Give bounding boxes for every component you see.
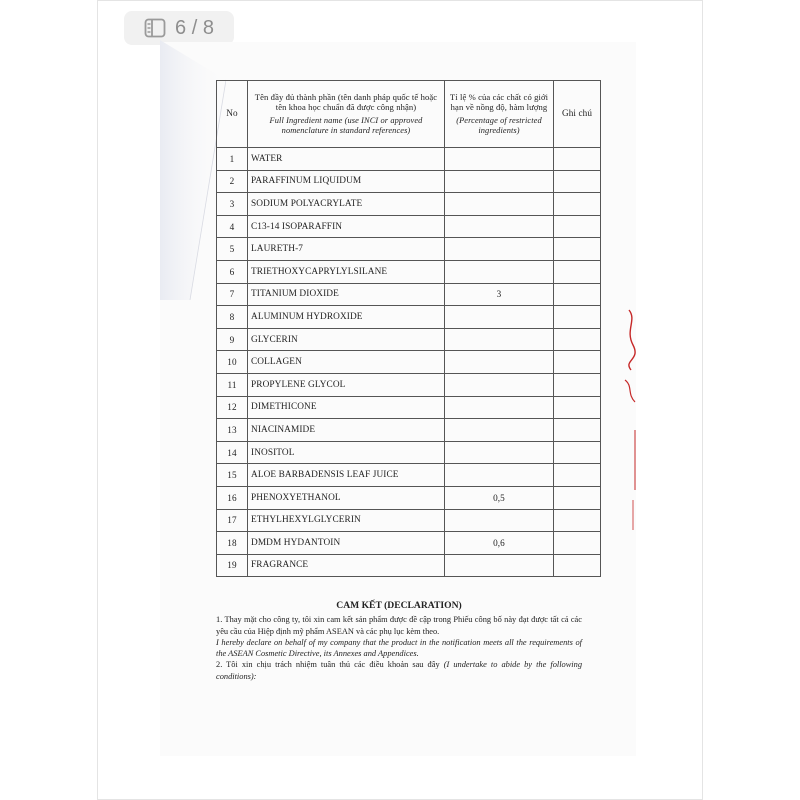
note-cell [554, 283, 601, 306]
restricted-percentage [445, 509, 554, 532]
ingredient-name: PHENOXYETHANOL [248, 486, 445, 509]
declaration-title: CAM KẾT (DECLARATION) [336, 600, 462, 611]
ingredient-name: ALOE BARBADENSIS LEAF JUICE [248, 464, 445, 487]
restricted-percentage: 0,6 [445, 532, 554, 555]
declaration-p2-en: (I undertake to abide by the following conditions): [216, 660, 583, 681]
row-number: 2 [217, 170, 248, 193]
table-row [217, 486, 601, 509]
note-cell [554, 509, 601, 532]
note-cell [554, 260, 601, 283]
ingredient-name: PARAFFINUM LIQUIDUM [248, 170, 445, 193]
page-counter-text: 6 / 8 [175, 16, 214, 39]
table-row [217, 441, 601, 464]
ingredient-name: TITANIUM DIOXIDE [248, 283, 445, 306]
table-row [217, 238, 601, 261]
table-row [217, 532, 601, 555]
note-cell [554, 441, 601, 464]
row-number: 7 [217, 283, 248, 306]
restricted-percentage [445, 554, 554, 577]
note-cell [554, 328, 601, 351]
ingredient-name: WATER [248, 148, 445, 171]
row-number: 8 [217, 306, 248, 329]
header-ingredient-name [248, 81, 445, 148]
table-row [217, 260, 601, 283]
note-cell [554, 554, 601, 577]
row-number: 12 [217, 396, 248, 419]
ingredient-name: PROPYLENE GLYCOL [248, 373, 445, 396]
header-note: Ghi chú [554, 81, 601, 148]
restricted-percentage [445, 351, 554, 374]
table-row [217, 554, 601, 577]
restricted-percentage [445, 238, 554, 261]
table-row [217, 170, 601, 193]
note-cell [554, 351, 601, 374]
table-row [217, 148, 601, 171]
restricted-percentage: 0,5 [445, 486, 554, 509]
row-number: 11 [217, 373, 248, 396]
declaration-p1-vi: 1. Thay mặt cho công ty, tôi xin cam kết sản phẩm được đề cập trong Phiếu công bố này đạt được tất cả các yêu cầu của Hiệp định mỹ phẩm ASEAN và các phụ lục kèm theo. [216, 615, 582, 636]
restricted-percentage: 3 [445, 283, 554, 306]
page-counter[interactable] [124, 11, 234, 45]
ingredient-name: C13-14 ISOPARAFFIN [248, 215, 445, 238]
note-cell [554, 238, 601, 261]
note-cell [554, 532, 601, 555]
table-row [217, 509, 601, 532]
ingredient-name: ALUMINUM HYDROXIDE [248, 306, 445, 329]
note-cell [554, 193, 601, 216]
row-number: 9 [217, 328, 248, 351]
row-number: 5 [217, 238, 248, 261]
note-cell [554, 419, 601, 442]
row-number: 16 [217, 486, 248, 509]
declaration-p2 [216, 659, 582, 682]
table-row [217, 328, 601, 351]
note-cell [554, 464, 601, 487]
ingredient-name: FRAGRANCE [248, 554, 445, 577]
table-row [217, 351, 601, 374]
table-row [217, 373, 601, 396]
ingredient-name: COLLAGEN [248, 351, 445, 374]
note-cell [554, 373, 601, 396]
restricted-percentage [445, 215, 554, 238]
note-cell [554, 215, 601, 238]
table-row [217, 464, 601, 487]
ingredient-name: NIACINAMIDE [248, 419, 445, 442]
header-pct-en: (Percentage of restricted ingredients) [456, 116, 542, 136]
restricted-percentage [445, 170, 554, 193]
header-pct-vi: Tỉ lệ % của các chất có giới hạn về nồng độ, hàm lượng [449, 91, 549, 112]
row-number: 19 [217, 554, 248, 577]
table-row [217, 306, 601, 329]
header-name-vi: Tên đầy đủ thành phần (tên danh pháp quốc tế hoặc tên khoa học chuẩn đã được công nhận) [254, 91, 438, 112]
ingredient-name: DIMETHICONE [248, 396, 445, 419]
row-number: 6 [217, 260, 248, 283]
table-row [217, 396, 601, 419]
ingredient-name: TRIETHOXYCAPRYLYLSILANE [248, 260, 445, 283]
row-number: 4 [217, 215, 248, 238]
row-number: 17 [217, 509, 248, 532]
ingredient-name: ETHYLHEXYLGLYCERIN [248, 509, 445, 532]
row-number: 10 [217, 351, 248, 374]
note-cell [554, 170, 601, 193]
note-cell [554, 306, 601, 329]
row-number: 15 [217, 464, 248, 487]
note-cell [554, 148, 601, 171]
row-number: 13 [217, 419, 248, 442]
declaration-section [216, 600, 582, 682]
note-cell [554, 486, 601, 509]
restricted-percentage [445, 419, 554, 442]
declaration-p1-en: I hereby declare on behalf of my company that the product in the notification meets all the requirements of the ASEAN Cosmetic Directive, its Annexes and Appendices. [216, 637, 582, 659]
table-body [217, 148, 601, 577]
row-number: 3 [217, 193, 248, 216]
ingredient-name: INOSITOL [248, 441, 445, 464]
restricted-percentage [445, 306, 554, 329]
restricted-percentage [445, 260, 554, 283]
note-cell [554, 396, 601, 419]
table-row [217, 283, 601, 306]
restricted-percentage [445, 373, 554, 396]
header-name-en: Full Ingredient name (use INCI or approved nomenclature in standard references) [269, 116, 423, 136]
row-number: 1 [217, 148, 248, 171]
ingredient-table [216, 80, 601, 577]
table-row [217, 419, 601, 442]
header-percentage [445, 81, 554, 148]
ingredient-name: LAURETH-7 [248, 238, 445, 261]
ingredient-name: DMDM HYDANTOIN [248, 532, 445, 555]
table-header-row [217, 81, 601, 148]
ingredient-name: SODIUM POLYACRYLATE [248, 193, 445, 216]
restricted-percentage [445, 396, 554, 419]
ingredient-name: GLYCERIN [248, 328, 445, 351]
restricted-percentage [445, 328, 554, 351]
restricted-percentage [445, 148, 554, 171]
row-number: 18 [217, 532, 248, 555]
restricted-percentage [445, 464, 554, 487]
header-no: No [217, 81, 248, 148]
declaration-p2-vi: 2. Tôi xin chịu trách nhiệm tuân thủ các điều khoản sau đây [216, 660, 440, 670]
gallery-icon [144, 18, 166, 38]
table-row [217, 193, 601, 216]
restricted-percentage [445, 193, 554, 216]
table-row [217, 215, 601, 238]
restricted-percentage [445, 441, 554, 464]
row-number: 14 [217, 441, 248, 464]
